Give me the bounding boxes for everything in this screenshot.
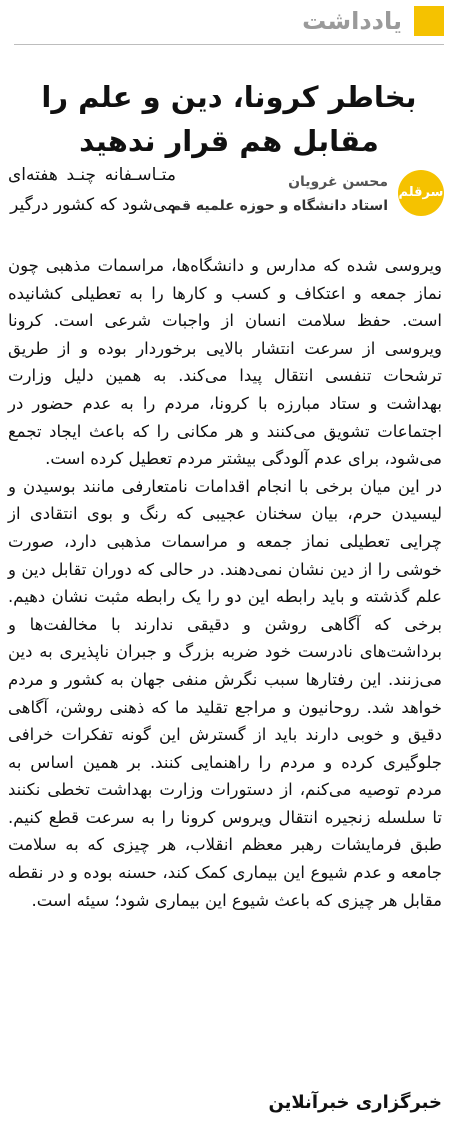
article-headline: بخاطر کرونا، دین و علم را مقابل هم قرار ندهید — [41, 80, 417, 159]
author-block — [170, 166, 444, 226]
section-header — [14, 6, 444, 40]
body-paragraph: ویروسی شده که مدارس و دانشگاه‌ها، مراسمات مذهبی چون نماز جمعه و اعتکاف و کسب و کارها را به تعطیلی کشانیده است. حفظ سلامت انسان از واجبات شرعی است. کرونا ویروسی از سرعت انتشار بالایی برخوردار بوده و از طریق ترشحات تنفسی انتقال پیدا می‌کند. به همین دلیل وزارت بهداشت و ستاد مبارزه با کرونا، مردم را به عدم حضور در اجتماعات تشویق می‌کنند و هر مکانی را که باعث ایجاد تجمع می‌شود، برای عدم آلودگی بیشتر مردم تعطیل کرده است. — [8, 256, 442, 469]
body-paragraph: در این میان برخی با انجام اقدامات نامتعارفی مانند بوسیدن و لیسیدن حرم، بیان سخنان عجیبی که رنگ و بوی انتقادی از چرایی تعطیلی نماز جمعه و مراسمات مذهبی دارد، صورت خوشی را از دین نشان نمی‌دهند. در حالی که دوران تقابل دین و علم گذشته و باید رابطه این دو را یک رابطه مثبت نشان دهیم. برخی که آگاهی روشن و دقیقی ندارند با مخالفت‌ها و برداشت‌های نادرست خود ضربه بزرگ و جبران ناپذیری به دین می‌زنند. این رفتارها سبب نگرش منفی جهان به کشور و مردم خواهد شد. روحانیون و مراجع تقلید ما که ذهنی روشن، آگاهی دقیق و خوبی دارند باید از گسترش این گونه تفکرات خرافی جلوگیری کرده و مردم را راهنمایی کنند. بر همین اساس به مردم توصیه می‌کنم، از دستورات وزارت بهداشت تخطی نکنند تا سلسله زنجیره انتقال ویروس کرونا را به سرعت قطع کنیم. طبق فرمایشات رهبر معظم انقلاب، هر چیزی که به سلامت جامعه و عدم شیوع این بیماری کمک کند، حسنه بوده و در نقطه مقابل هر چیزی که باعث شیوع این بیماری شود؛ سیئه است. — [8, 476, 442, 910]
news-source: خبرگزاری خبرآنلاین — [268, 1092, 442, 1113]
column-logo-text: سرقلم — [398, 185, 444, 200]
author-title: استاد دانشگاه و حوزه علمیه قم — [170, 198, 388, 214]
article-intro: متـاسـفانه چنـد هفته‌ای می‌شود که کشور درگیر — [8, 165, 176, 215]
article-body — [8, 252, 442, 914]
author-name: محسن غرویان — [288, 174, 388, 190]
section-marker-square — [414, 6, 444, 36]
section-title: یادداشت — [302, 7, 402, 35]
section-divider — [14, 44, 444, 45]
column-logo — [398, 170, 444, 216]
